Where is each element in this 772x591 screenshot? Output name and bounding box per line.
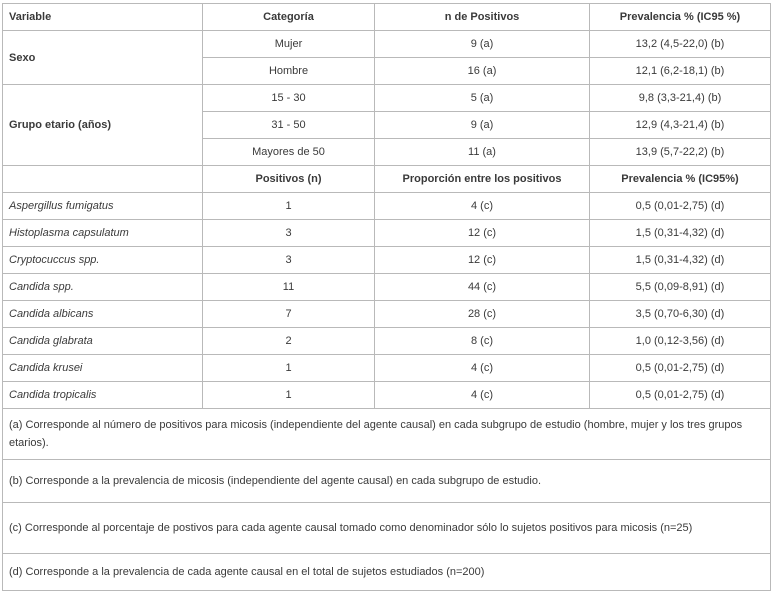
cell-proporcion: 12 (c) [375,220,590,247]
cell-proporcion: 4 (c) [375,355,590,382]
cell-prevalencia: 5,5 (0,09-8,91) (d) [590,274,771,301]
cell-prevalencia: 9,8 (3,3-21,4) (b) [590,85,771,112]
cell-prevalencia: 1,0 (0,12-3,56) (d) [590,328,771,355]
cell-positivos: 3 [203,247,375,274]
footnote-row [3,503,771,554]
subheader-row [3,166,771,193]
table-row [3,85,771,112]
header-n-positivos: n de Positivos [375,4,590,31]
agent-name: Candida krusei [3,355,203,382]
footnote-a: (a) Corresponde al número de positivos para micosis (independiente del agente causal) en cada subgrupo de estudio (hombre, mujer y los tres grupos etarios). [3,409,771,460]
cell-proporcion: 44 (c) [375,274,590,301]
cell-categoria: Hombre [203,58,375,85]
cell-prevalencia: 13,9 (5,7-22,2) (b) [590,139,771,166]
cell-categoria: Mujer [203,31,375,58]
footnote-b: (b) Corresponde a la prevalencia de micosis (independiente del agente causal) en cada subgrupo de estudio. [3,460,771,503]
table-row [3,355,771,382]
subheader-empty [3,166,203,193]
cell-positivos: 7 [203,301,375,328]
cell-positivos: 2 [203,328,375,355]
table-row [3,301,771,328]
agent-name: Candida albicans [3,301,203,328]
footnote-row [3,460,771,503]
header-variable: Variable [3,4,203,31]
cell-proporcion: 12 (c) [375,247,590,274]
table-row [3,193,771,220]
cell-prevalencia: 0,5 (0,01-2,75) (d) [590,355,771,382]
cell-positivos: 3 [203,220,375,247]
cell-n: 9 (a) [375,31,590,58]
cell-categoria: 31 - 50 [203,112,375,139]
header-row [3,4,771,31]
cell-prevalencia: 0,5 (0,01-2,75) (d) [590,193,771,220]
grupo-label: Grupo etario (años) [3,85,203,166]
sexo-label: Sexo [3,31,203,85]
agent-name: Candida glabrata [3,328,203,355]
cell-n: 11 (a) [375,139,590,166]
prevalence-table [2,3,771,591]
cell-positivos: 11 [203,274,375,301]
footnote-row [3,409,771,460]
subheader-positivos: Positivos (n) [203,166,375,193]
agent-name: Candida tropicalis [3,382,203,409]
table-row [3,382,771,409]
header-categoria: Categoría [203,4,375,31]
cell-n: 9 (a) [375,112,590,139]
subheader-proporcion: Proporción entre los positivos [375,166,590,193]
cell-prevalencia: 1,5 (0,31-4,32) (d) [590,220,771,247]
header-prevalencia: Prevalencia % (IC95 %) [590,4,771,31]
cell-positivos: 1 [203,193,375,220]
table-row [3,220,771,247]
footnote-c: (c) Corresponde al porcentaje de postivos para cada agente causal tomado como denominador sólo lo sujetos positivos para micosis (n=25) [3,503,771,554]
agent-name: Cryptocuccus spp. [3,247,203,274]
cell-prevalencia: 13,2 (4,5-22,0) (b) [590,31,771,58]
cell-positivos: 1 [203,382,375,409]
cell-prevalencia: 0,5 (0,01-2,75) (d) [590,382,771,409]
table-row [3,247,771,274]
cell-categoria: Mayores de 50 [203,139,375,166]
cell-n: 16 (a) [375,58,590,85]
cell-prevalencia: 12,9 (4,3-21,4) (b) [590,112,771,139]
cell-n: 5 (a) [375,85,590,112]
cell-proporcion: 8 (c) [375,328,590,355]
cell-proporcion: 4 (c) [375,382,590,409]
cell-positivos: 1 [203,355,375,382]
table-row [3,274,771,301]
table-row [3,31,771,58]
cell-prevalencia: 3,5 (0,70-6,30) (d) [590,301,771,328]
cell-proporcion: 4 (c) [375,193,590,220]
footnote-row [3,554,771,591]
footnote-d: (d) Corresponde a la prevalencia de cada agente causal en el total de sujetos estudiados (n=200) [3,554,771,591]
cell-prevalencia: 12,1 (6,2-18,1) (b) [590,58,771,85]
subheader-prevalencia: Prevalencia % (IC95%) [590,166,771,193]
cell-categoria: 15 - 30 [203,85,375,112]
agent-name: Aspergillus fumigatus [3,193,203,220]
agent-name: Histoplasma capsulatum [3,220,203,247]
table-row [3,328,771,355]
agent-name: Candida spp. [3,274,203,301]
cell-prevalencia: 1,5 (0,31-4,32) (d) [590,247,771,274]
cell-proporcion: 28 (c) [375,301,590,328]
